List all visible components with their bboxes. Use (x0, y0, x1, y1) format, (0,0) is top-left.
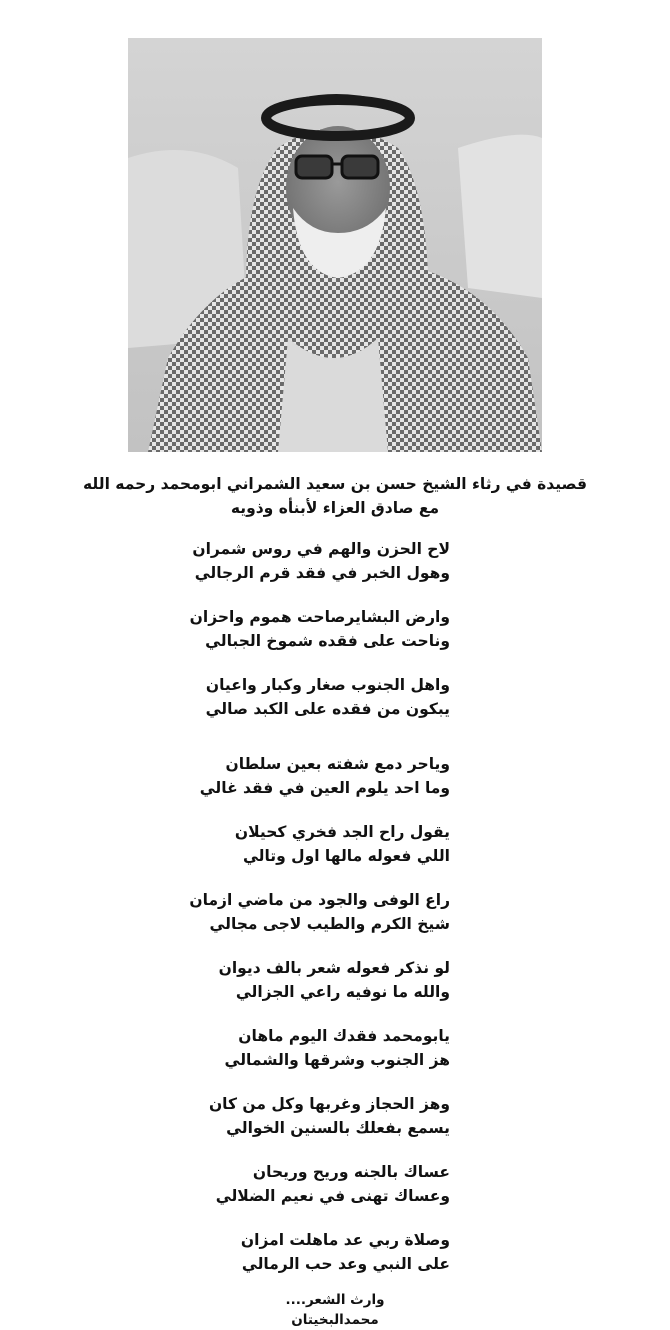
verse-line: وياحر دمع شفته بعين سلطان (225, 755, 450, 773)
verse-line: وارض البشايرصاحت هموم واحزان (189, 608, 450, 626)
poem-title: قصيدة في رثاء الشيخ حسن بن سعيد الشمراني ابومحمد رحمه الله (83, 475, 587, 493)
verse-line: شيخ الكرم والطيب لاجى مجالي (209, 914, 450, 933)
verse-line: اللي فعوله مالها اول وتالي (242, 846, 450, 865)
stanza-6 (190, 889, 480, 936)
verse-line: وعساك تهنى في نعيم الضلالي (215, 1186, 450, 1205)
signature-name: محمدالبخيتان (291, 1312, 379, 1328)
poem-document (0, 472, 670, 1330)
verse-line: يسمع بفعلك بالسنين الخوالي (226, 1118, 450, 1137)
stanza-5 (190, 821, 480, 868)
verse-line: عساك بالجنه وريح وريحان (252, 1163, 450, 1181)
verse-line: لو نذكر فعوله شعر بالف ديوان (218, 959, 450, 977)
verse-line: وهول الخبر في فقد قرم الرجالي (194, 563, 450, 582)
verse-line: هز الجنوب وشرقها والشمالي (224, 1050, 450, 1069)
poem-dedication: مع صادق العزاء لأبنأه وذويه (230, 499, 440, 517)
verse-line: وما احد يلوم العين في فقد غالي (199, 778, 450, 797)
poem-body (0, 538, 670, 1276)
verse-line: على النبي وعد حب الرمالي (241, 1254, 450, 1273)
verse-line: يبكون من فقده على الكبد صالي (205, 699, 450, 718)
verse-line: وناحت على فقده شموخ الجبالي (205, 631, 450, 650)
signature-epithet: وارث الشعر.... (285, 1292, 385, 1308)
stanza-9 (190, 1093, 480, 1140)
stanza-11 (190, 1229, 480, 1276)
stanza-8 (190, 1025, 480, 1072)
verse-line: راع الوفى والجود من ماضي ازمان (189, 891, 450, 909)
stanza-1 (190, 538, 480, 585)
stanza-3 (190, 674, 480, 721)
verse-line: لاح الحزن والهم في روس شمران (192, 540, 450, 558)
verse-line: وهز الحجاز وغربها وكل من كان (208, 1095, 450, 1113)
verse-line: والله ما نوفيه راعي الجزالي (235, 982, 450, 1001)
stanza-10 (190, 1161, 480, 1208)
portrait-illustration (128, 38, 542, 452)
poet-signature (0, 1290, 670, 1330)
verse-line: وصلاة ربي عد ماهلت امزان (240, 1231, 450, 1249)
verse-line: واهل الجنوب صغار وكبار واعيان (205, 676, 450, 694)
portrait-photo (128, 38, 542, 452)
stanza-4 (190, 753, 480, 800)
stanza-2 (190, 606, 480, 653)
stanza-7 (190, 957, 480, 1004)
verse-line: يابومحمد فقدك اليوم ماهان (238, 1027, 450, 1045)
verse-line: يقول راح الجد فخري كحيلان (234, 823, 450, 841)
